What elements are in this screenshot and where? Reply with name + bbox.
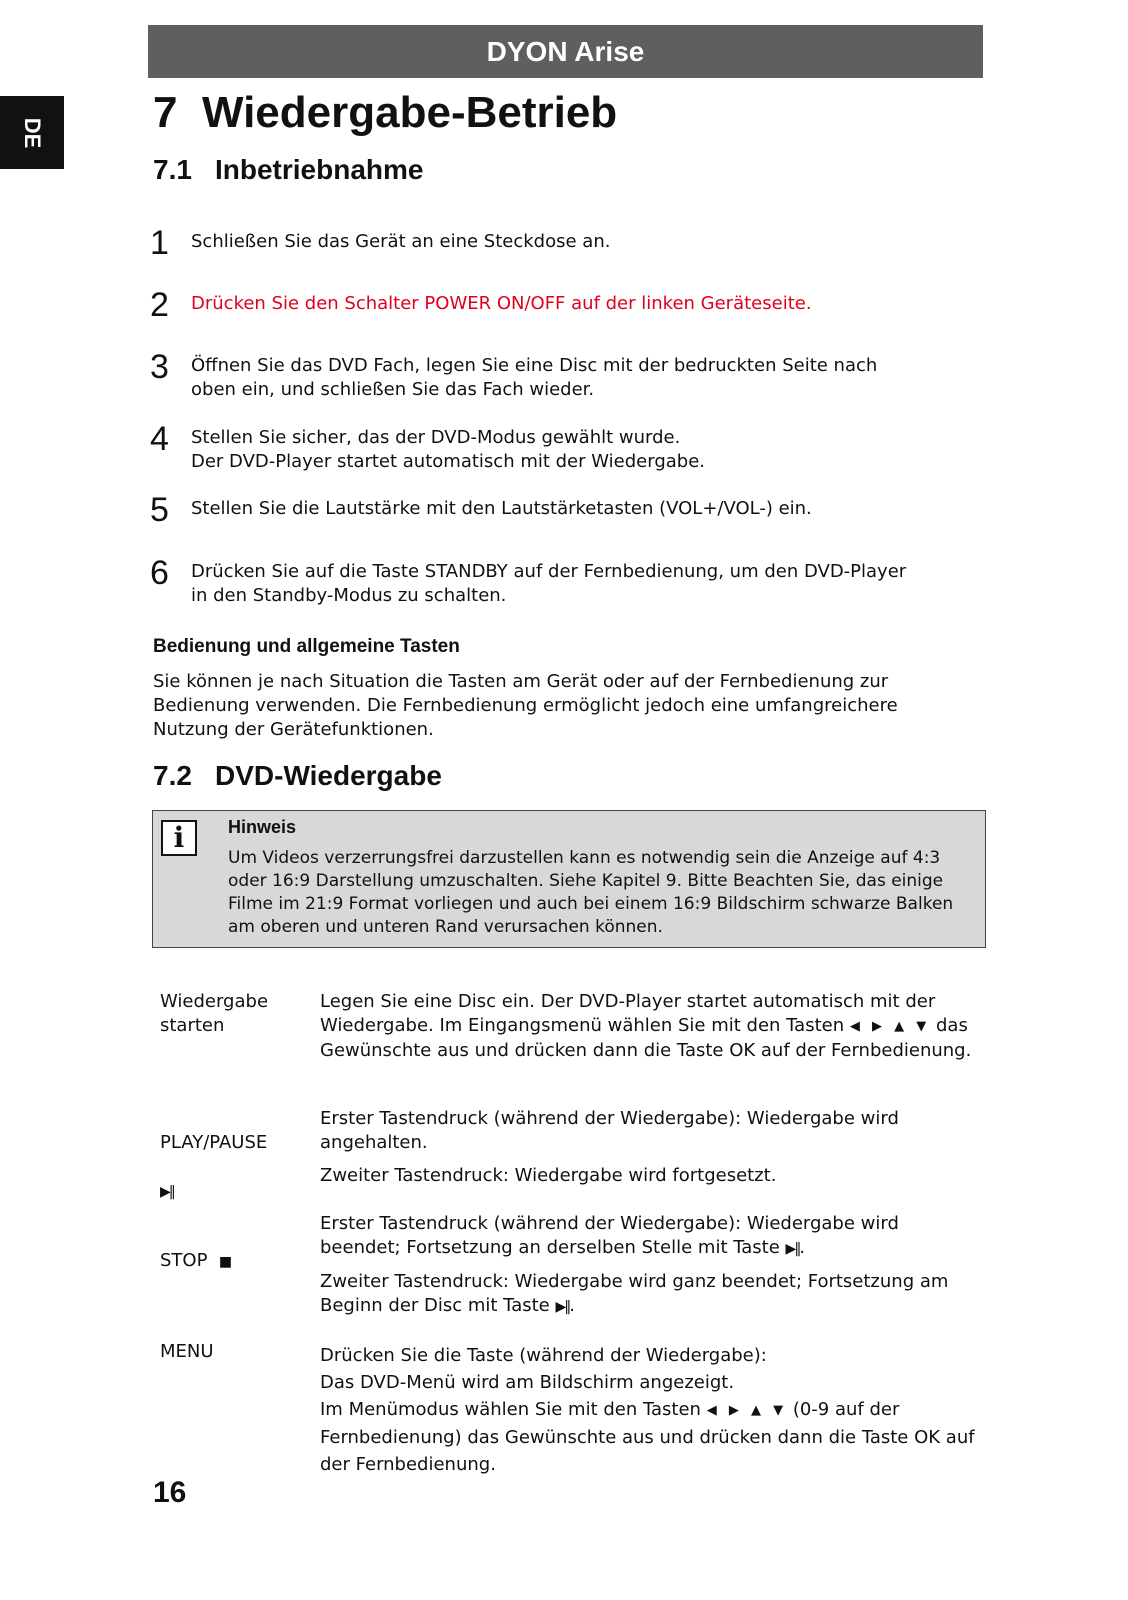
label-text: STOP bbox=[160, 1250, 208, 1271]
section-title: Inbetriebnahme bbox=[215, 154, 424, 185]
step-number: 6 bbox=[150, 554, 169, 592]
row-desc-play-pause bbox=[320, 1107, 980, 1197]
step-number: 2 bbox=[150, 286, 169, 324]
step-6 bbox=[150, 554, 990, 608]
step-text: Schließen Sie das Gerät an eine Steckdose an. bbox=[191, 231, 611, 252]
step-text: Drücken Sie den Schalter POWER ON/OFF auf der linken Geräteseite. bbox=[191, 293, 812, 314]
running-header bbox=[148, 25, 983, 78]
chapter-number: 7 bbox=[153, 88, 178, 137]
step-4 bbox=[150, 420, 990, 474]
note-body: Um Videos verzerrungsfrei darzustellen kann es notwendig sein die Anzeige auf 4:3 oder 16:9 Darstellung umzuschalten. Siehe Kapitel 9. Bitte Beachten Sie, das einige Filme im 21:9 Format vorliegen und auch bei einem 16:9 Bildschirm schwarze Balken am oberen und unteren Rand verursachen können. bbox=[228, 848, 954, 937]
desc-line bbox=[320, 1396, 980, 1478]
label-text: PLAY/PAUSE bbox=[160, 1132, 268, 1153]
desc-text: Im Menümodus wählen Sie mit den Tasten bbox=[320, 1399, 701, 1420]
desc-text: Legen Sie eine Disc ein. Der DVD-Player startet automatisch mit der Wiedergabe. Im Eingangsmenü wählen Sie mit den Tasten bbox=[320, 991, 936, 1036]
page-number: 16 bbox=[153, 1476, 187, 1509]
row-desc-stop bbox=[320, 1212, 980, 1328]
row-desc-start bbox=[320, 990, 980, 1063]
row-label-play-pause bbox=[160, 1107, 310, 1204]
desc-paragraph bbox=[320, 1212, 980, 1261]
desc-paragraph: Zweiter Tastendruck: Wiedergabe wird fortgesetzt. bbox=[320, 1165, 777, 1186]
section-number: 7.2 bbox=[153, 760, 192, 791]
section-number: 7.1 bbox=[153, 154, 192, 185]
arrow-keys-icon: ◀ ▶ ▲ ▼ bbox=[706, 1403, 788, 1418]
desc-line: Drücken Sie die Taste (während der Wiedergabe): bbox=[320, 1345, 767, 1366]
info-icon: i bbox=[161, 820, 197, 856]
step-text: Öffnen Sie das DVD Fach, legen Sie eine Disc mit der bedruckten Seite nach oben ein, und schließen Sie das Fach wieder. bbox=[191, 355, 878, 400]
desc-text: . bbox=[799, 1237, 806, 1258]
play-pause-icon: ▶‖ bbox=[160, 1184, 174, 1200]
desc-text: (0-9 auf der Fernbedienung) das Gewünschte aus und drücken dann die Taste OK auf der Fernbedienung. bbox=[320, 1399, 975, 1475]
step-1 bbox=[150, 224, 990, 262]
stop-icon: ■ bbox=[218, 1254, 231, 1270]
step-number: 5 bbox=[150, 491, 169, 529]
step-text: Stellen Sie die Lautstärke mit den Lautstärketasten (VOL+/VOL-) ein. bbox=[191, 498, 812, 519]
note-box bbox=[152, 810, 986, 948]
row-label-start: Wiedergabe starten bbox=[160, 991, 269, 1036]
arrow-keys-icon: ◀ ▶ ▲ ▼ bbox=[849, 1019, 931, 1034]
row-label-menu: MENU bbox=[160, 1341, 214, 1362]
chapter-heading bbox=[153, 88, 617, 138]
step-2 bbox=[150, 286, 990, 324]
desc-text: . bbox=[569, 1295, 575, 1316]
header-title: DYON Arise bbox=[486, 36, 645, 67]
language-tab bbox=[0, 96, 64, 169]
step-number: 1 bbox=[150, 224, 169, 262]
section-heading-7-2 bbox=[153, 760, 442, 792]
controls-paragraph: Sie können je nach Situation die Tasten am Gerät oder auf der Fernbedienung zur Bedienung verwenden. Die Fernbedienung ermöglicht jedoch eine umfangreichere Nutzung der Gerätefunktionen. bbox=[153, 671, 898, 740]
step-text: Stellen Sie sicher, das der DVD-Modus gewählt wurde. Der DVD-Player startet automatisch mit der Wiedergabe. bbox=[191, 427, 705, 472]
step-5 bbox=[150, 491, 990, 529]
chapter-title: Wiedergabe-Betrieb bbox=[201, 88, 618, 137]
desc-paragraph bbox=[320, 1270, 980, 1319]
language-tab-label: DE bbox=[20, 117, 45, 148]
step-text: Drücken Sie auf die Taste STANDBY auf der Fernbedienung, um den DVD-Player in den Standby-Modus zu schalten. bbox=[191, 561, 907, 606]
row-desc-menu bbox=[320, 1342, 980, 1478]
desc-text: Erster Tastendruck (während der Wiedergabe): Wiedergabe wird beendet; Fortsetzung an derselben Stelle mit Taste bbox=[320, 1213, 899, 1258]
section-title: DVD-Wiedergabe bbox=[215, 760, 442, 791]
step-3 bbox=[150, 348, 990, 402]
desc-line: Das DVD-Menü wird am Bildschirm angezeigt. bbox=[320, 1372, 735, 1393]
play-pause-icon: ▶‖ bbox=[555, 1299, 570, 1315]
desc-paragraph: Erster Tastendruck (während der Wiedergabe): Wiedergabe wird angehalten. bbox=[320, 1108, 899, 1153]
play-pause-icon: ▶‖ bbox=[785, 1241, 800, 1257]
note-title: Hinweis bbox=[228, 817, 297, 837]
step-number: 3 bbox=[150, 348, 169, 386]
subheading-controls: Bedienung und allgemeine Tasten bbox=[153, 636, 460, 657]
desc-text: das Gewünschte aus und drücken dann die Taste OK auf der Fernbedienung. bbox=[320, 1015, 972, 1061]
row-label-stop bbox=[160, 1225, 310, 1274]
step-number: 4 bbox=[150, 420, 169, 458]
desc-text: Zweiter Tastendruck: Wiedergabe wird ganz beendet; Fortsetzung am Beginn der Disc mit Taste bbox=[320, 1271, 949, 1316]
section-heading-7-1 bbox=[153, 154, 423, 186]
